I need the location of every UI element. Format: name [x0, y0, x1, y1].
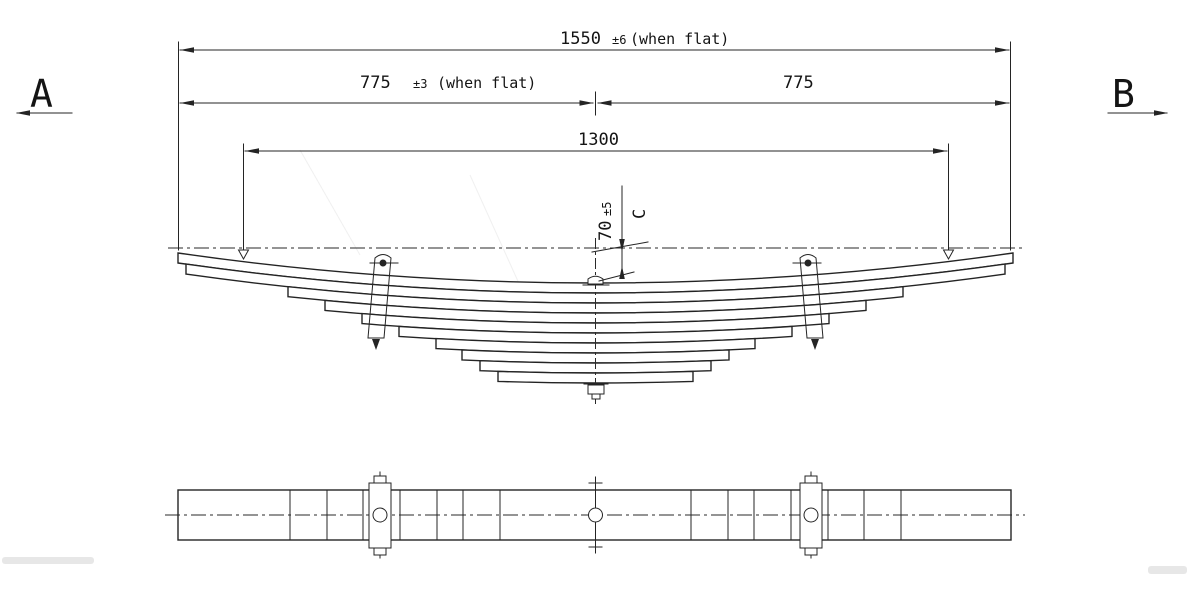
dim-half-left-tolerance: ±3 [413, 77, 428, 91]
center-bolt-bottom [589, 477, 603, 553]
section-a-label: A [30, 72, 53, 116]
clip-bolt-hole [804, 508, 818, 522]
dim-overall-tolerance: ±6 [612, 33, 627, 47]
clip-lower-tip [372, 339, 380, 350]
clip-bolt-head [380, 260, 387, 267]
section-b-arrow [1154, 110, 1168, 116]
arrowhead-center-left [580, 100, 594, 106]
scan-smudge [2, 557, 94, 564]
arrowhead-right [995, 100, 1009, 106]
leader-upper [592, 242, 648, 252]
clip-tab-top [805, 476, 817, 483]
dim-half-left-note: (when flat) [437, 74, 537, 92]
section-a-arrow [16, 110, 30, 116]
datum-triangle-left [239, 250, 249, 259]
clip-tab-bottom [805, 548, 817, 555]
dim-center-span-value: 1300 [578, 130, 619, 150]
dim-overall-note: (when flat) [630, 30, 730, 48]
scan-smudge [1148, 566, 1187, 574]
dim-camber [592, 186, 650, 281]
dim-overall-value: 1550 [560, 29, 601, 49]
section-b-label: B [1112, 72, 1135, 116]
datum-triangle-right [944, 250, 954, 259]
dim-half-left-value: 775 [360, 73, 391, 93]
bottom-view [165, 472, 1025, 558]
leader-lower [599, 272, 634, 281]
arrowhead-left [180, 100, 194, 106]
arrowhead-left [245, 148, 259, 154]
clip-left-bottom [369, 472, 391, 558]
dim-half-left [180, 73, 594, 106]
section-marker-a [16, 72, 72, 116]
dim-overall-length [180, 29, 1009, 53]
arrowhead-down [619, 239, 625, 252]
dim-camber-reference: C [630, 208, 650, 219]
clip-bolt-hole [373, 508, 387, 522]
clip-lower-tip [811, 339, 819, 350]
front-view [168, 238, 1022, 404]
arrowhead-right [933, 148, 947, 154]
center-bolt-nut [588, 385, 604, 394]
arrowhead-right [995, 47, 1009, 53]
arrowhead-left [180, 47, 194, 53]
clip-bolt-head [805, 260, 812, 267]
dim-camber-value: 70 [596, 220, 616, 241]
section-marker-b [1108, 72, 1168, 116]
clip-tab-top [374, 476, 386, 483]
dim-half-right-value: 775 [783, 73, 814, 93]
clip-right-bottom [800, 472, 822, 558]
arrowhead-center-right [598, 100, 612, 106]
dim-camber-tolerance: ±5 [600, 201, 614, 216]
arrowhead-up [619, 266, 625, 279]
center-bolt-hole [589, 508, 603, 522]
scan-scratch [300, 150, 360, 255]
dim-half-right [598, 73, 1010, 106]
center-bolt-tip [592, 394, 600, 399]
clip-tab-bottom [374, 548, 386, 555]
